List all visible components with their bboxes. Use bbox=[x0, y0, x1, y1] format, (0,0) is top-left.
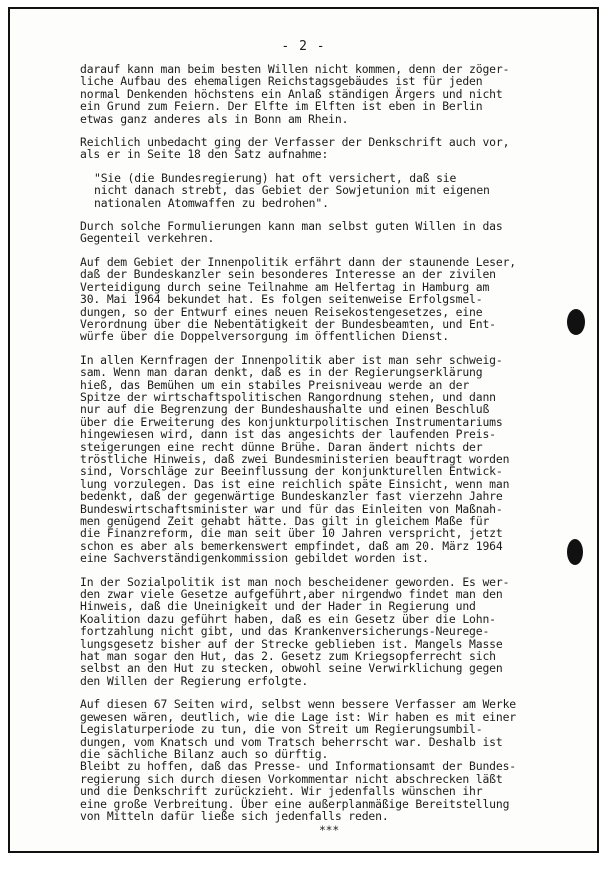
document-page bbox=[8, 7, 599, 853]
paragraph-innenpolitik: Auf dem Gebiet der Innenpolitik erfährt dann der staunende Leser, daß der Bundeskanzler sein besonderes Interesse an der zivilen Verteidigung durch seine Teilnahme am Helfertag in Hamburg am 30. Mai 1964 bekundet hat. Es folgen seitenweise Erfolgsmel- dungen, so der Entwurf eines neuen Reisekostengesetzes, eine Verordnung über die Nebentätigkeit der Bundesbeamten, und Ent- würfe über die Doppelversorgung im öffentlichen Dienst. bbox=[80, 254, 517, 344]
paragraph-bilanz: Auf diesen 67 Seiten wird, selbst wenn bessere Verfasser am Werke gewesen wären, deutlich, wie die Lage ist: Wir haben es mit einer Legislaturperiode zu tun, die von Streit um Regierungsumbil- dungen, vom Knatsch und vom Tratsch beherrscht war. Deshalb ist die sächliche Bilanz auch so dürftig. bbox=[80, 697, 517, 761]
ink-blot-upper bbox=[567, 309, 585, 335]
paragraph-hoffnung: Bleibt zu hoffen, daß das Presse- und Informationsamt der Bundes- regierung sich durch diesen Vorkommentar nicht abschrecken läßt und die Denkschrift zurückzieht. Wir jedenfalls wünschen ihr eine große Verbreitung. Über eine außerplanmäßige Bereitstellung von Mitteln dafür ließe sich jedenfalls reden. bbox=[80, 759, 517, 823]
closing-mark: *** bbox=[318, 823, 340, 838]
paragraph-denkschrift: Reichlich unbedacht ging der Verfasser der Denkschrift auch vor, als er in Seite 18 den Satz aufnahme: bbox=[80, 135, 510, 162]
paragraph-kernfragen: In allen Kernfragen der Innenpolitik aber ist man sehr schweig- sam. Wenn man daran denkt, daß es in der Regierungserklärung hieß, das Bemühen um ein stabiles Preisniveau werde an der Spitze der wirtschaftspolitischen Rangordnung stehen, und dann nur auf die Begrenzung der Bundeshaushalte und einen Beschluß über die Erweiterung des konjunkturpolitischen Instrumentariums hingewiesen wird, dann ist das angesichts der laufenden Preis- steigerungen eine recht dünne Brühe. Daran ändert nichts der tröstliche Hinweis, daß zwei Bundesministerien beauftragt worden sind, Vorschläge zur Beeinflussung der konjunkturellen Entwick- lung vorzulegen. Das ist eine reichlich späte Einsicht, wenn man bedenkt, daß der gegenwärtige Bundeskanzler fast vierzehn Jahre Bundeswirtschaftsminister war und für das Einleiten von Maßnah- men genügend Zeit gehabt hätte. Das gilt in gleichem Maße für die Finanzreform, die man seit über 10 Jahren verspricht, jetzt schon es aber als bemerkenswert empfindet, daß am 20. März 1964 eine Sachverständigenkommission gebildet worden ist. bbox=[80, 352, 510, 566]
ink-blot-lower bbox=[567, 539, 583, 565]
page-number: - 2 - bbox=[281, 39, 326, 54]
paragraph-sozialpolitik: In der Sozialpolitik ist man noch bescheidener geworden. Es wer- den zwar viele Gesetze aufgeführt,aber nirgendwo findet man den Hinweis, daß die Uneinigkeit und der Hader in Regierung und Koalition dazu geführt haben, daß es ein Gesetz über die Lohn- fortzahlung nicht gibt, und das Krankenversicherungs-Neurege- lungsgesetz bisher auf der Strecke geblieben ist. Mangels Masse hat man sogar den Hut, das 2. Gesetz zum Kriegsopferrecht sich selbst an den Hut zu stecken, obwohl seine Verwirklichung gegen den Willen der Regierung erfolgte. bbox=[80, 574, 510, 688]
paragraph-formulierungen: Durch solche Formulierungen kann man selbst guten Willen in das Gegenteil verkehren. bbox=[80, 219, 503, 246]
paragraph-reichstag: darauf kann man beim besten Willen nicht kommen, denn der zöger- liche Aufbau des ehemaligen Reichstagsgebäudes ist für jeden normal Denkenden höchstens ein Anlaß ständigen Ärgers und nicht ein Grund zum Feiern. Der Elfte im Elften ist eben in Berlin etwas ganz anderes als in Bonn am Rhein. bbox=[80, 62, 510, 126]
document-body bbox=[80, 63, 578, 837]
paragraph-quote: "Sie (die Bundesregierung) hat oft versichert, daß sie nicht danach strebt, das Gebiet der Sowjetunion mit eigenen nationalen Atomwaffen zu bedrohen". bbox=[94, 170, 490, 210]
